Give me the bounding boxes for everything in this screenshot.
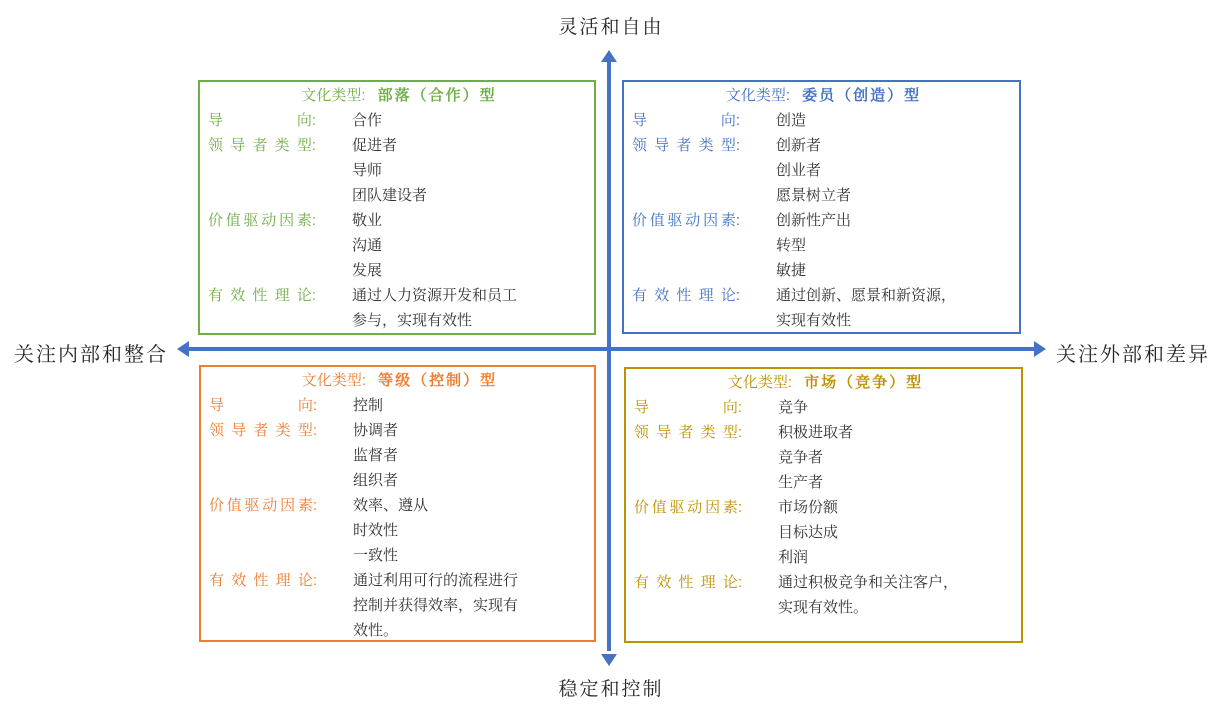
field-value: 时效性 (353, 522, 399, 539)
field-value: 效性。 (353, 622, 399, 639)
field-value: 敏捷 (776, 262, 807, 279)
field-label: 导 向: (208, 112, 316, 129)
field-label (634, 545, 742, 570)
field-label (209, 518, 317, 543)
culture-type-value: 委员（创造）型 (802, 87, 922, 104)
quadrant-row (634, 445, 1017, 470)
field-label: 导 向: (634, 399, 742, 416)
field-label (208, 183, 316, 208)
field-label: 有 效 性 理 论: (634, 574, 742, 591)
field-label (209, 593, 317, 618)
field-label (634, 520, 742, 545)
field-value: 创新性产出 (776, 212, 852, 229)
field-value: 创业者 (776, 162, 822, 179)
quadrant-row (209, 568, 590, 593)
field-label: 有 效 性 理 论: (209, 572, 317, 589)
field-value: 愿景树立者 (776, 187, 852, 204)
quadrant-hierarchy (199, 365, 596, 642)
field-value: 目标达成 (778, 524, 839, 541)
field-value: 效率、遵从 (353, 497, 429, 514)
culture-type-label: 文化类型: (727, 374, 793, 391)
quadrant-rows (208, 108, 590, 333)
quadrant-row (632, 183, 1015, 208)
quadrant-rows (209, 393, 590, 642)
field-label: 导 向: (632, 112, 740, 129)
field-label (632, 183, 740, 208)
quadrant-row (209, 618, 590, 642)
field-label: 价 值 驱 动 因 素: (634, 499, 742, 516)
quadrant-row (634, 520, 1017, 545)
field-value: 一致性 (353, 547, 399, 564)
field-label (632, 158, 740, 183)
axis-label-bottom: 稳定和控制 (558, 679, 664, 700)
field-label (208, 158, 316, 183)
field-value: 市场份额 (778, 499, 839, 516)
field-value: 转型 (776, 237, 807, 254)
culture-type-value: 市场（竞争）型 (804, 374, 924, 391)
quadrant-row (632, 258, 1015, 283)
axis-label-top: 灵活和自由 (558, 17, 664, 38)
field-value: 创造 (776, 112, 807, 129)
field-label: 价 值 驱 动 因 素: (208, 212, 316, 229)
field-value: 积极进取者 (778, 424, 854, 441)
quadrant-row (632, 158, 1015, 183)
quadrant-row (632, 283, 1015, 308)
field-value: 导师 (352, 162, 383, 179)
quadrant-row (209, 593, 590, 618)
arrow-up-icon (601, 50, 617, 62)
quadrant-row (208, 133, 590, 158)
culture-type-label: 文化类型: (301, 87, 366, 104)
field-label: 有 效 性 理 论: (208, 287, 316, 304)
quadrant-rows (634, 395, 1017, 620)
field-label: 领 导 者 类 型: (208, 137, 316, 154)
quadrant-row (208, 208, 590, 233)
quadrant-title (208, 83, 590, 108)
field-value: 创新者 (776, 137, 822, 154)
quadrant-market (624, 367, 1023, 643)
quadrant-row (208, 258, 590, 283)
field-label: 领 导 者 类 型: (634, 424, 742, 441)
field-value: 监督者 (353, 447, 399, 464)
quadrant-row (634, 570, 1017, 595)
field-value: 实现有效性。 (778, 599, 869, 616)
field-value: 协调者 (353, 422, 399, 439)
culture-type-label: 文化类型: (301, 372, 367, 389)
field-value: 竞争者 (778, 449, 824, 466)
quadrant-row (209, 468, 590, 493)
field-value: 参与，实现有效性 (352, 312, 473, 329)
quadrant-row (634, 495, 1017, 520)
field-value: 控制 (353, 397, 384, 414)
field-value: 实现有效性 (776, 312, 852, 329)
quadrant-rows (632, 108, 1015, 333)
field-label (208, 258, 316, 283)
quadrant-row (208, 308, 590, 333)
quadrant-title (634, 370, 1017, 395)
field-value: 通过人力资源开发和员工 (352, 287, 518, 304)
culture-type-value: 等级（控制）型 (378, 372, 498, 389)
field-label (632, 233, 740, 258)
quadrant-clan (198, 80, 596, 335)
field-label: 价 值 驱 动 因 素: (209, 497, 317, 514)
axis-label-left: 关注内部和整合 (14, 344, 168, 366)
quadrant-adhocracy (622, 80, 1021, 334)
field-label (208, 308, 316, 333)
quadrant-row (634, 595, 1017, 620)
quadrant-row (208, 233, 590, 258)
quadrant-row (208, 283, 590, 308)
quadrant-row (209, 443, 590, 468)
quadrant-row (208, 158, 590, 183)
field-value: 促进者 (352, 137, 398, 154)
field-label (632, 308, 740, 333)
field-label (208, 233, 316, 258)
field-label (209, 443, 317, 468)
field-label (634, 595, 742, 620)
field-label (209, 468, 317, 493)
field-value: 通过积极竞争和关注客户， (778, 574, 959, 591)
quadrant-row (208, 108, 590, 133)
quadrant-row (209, 393, 590, 418)
field-value: 沟通 (352, 237, 383, 254)
quadrant-row (209, 518, 590, 543)
field-value: 合作 (352, 112, 383, 129)
arrow-down-icon (601, 654, 617, 666)
quadrant-row (632, 208, 1015, 233)
quadrant-row (634, 395, 1017, 420)
field-value: 组织者 (353, 472, 399, 489)
quadrant-row (209, 493, 590, 518)
field-label: 领 导 者 类 型: (632, 137, 740, 154)
field-label: 导 向: (209, 397, 317, 414)
field-label (632, 258, 740, 283)
quadrant-row (634, 545, 1017, 570)
quadrant-row (209, 543, 590, 568)
arrow-left-icon (177, 341, 189, 357)
quadrant-row (208, 183, 590, 208)
culture-type-label: 文化类型: (725, 87, 791, 104)
field-value: 利润 (778, 549, 809, 566)
field-value: 通过创新、愿景和新资源， (776, 287, 957, 304)
quadrant-title (632, 83, 1015, 108)
field-label (634, 470, 742, 495)
field-value: 敬业 (352, 212, 383, 229)
quadrant-row (634, 470, 1017, 495)
field-value: 控制并获得效率，实现有 (353, 597, 519, 614)
quadrant-row (634, 420, 1017, 445)
field-value: 发展 (352, 262, 383, 279)
quadrant-title (209, 368, 590, 393)
vertical-axis-line (607, 59, 611, 651)
axis-label-right: 关注外部和差异 (1056, 344, 1210, 366)
horizontal-axis-line (185, 347, 1036, 351)
field-label (209, 618, 317, 642)
field-label: 领 导 者 类 型: (209, 422, 317, 439)
quadrant-row (632, 108, 1015, 133)
field-value: 竞争 (778, 399, 809, 416)
arrow-right-icon (1034, 341, 1046, 357)
quadrant-row (632, 308, 1015, 333)
field-value: 团队建设者 (352, 187, 428, 204)
quadrant-row (632, 133, 1015, 158)
field-value: 通过利用可行的流程进行 (353, 572, 519, 589)
field-label: 价 值 驱 动 因 素: (632, 212, 740, 229)
culture-type-value: 部落（合作）型 (377, 87, 497, 104)
field-label (634, 445, 742, 470)
quadrant-row (209, 418, 590, 443)
field-value: 生产者 (778, 474, 824, 491)
field-label: 有 效 性 理 论: (632, 287, 740, 304)
quadrant-row (632, 233, 1015, 258)
field-label (209, 543, 317, 568)
